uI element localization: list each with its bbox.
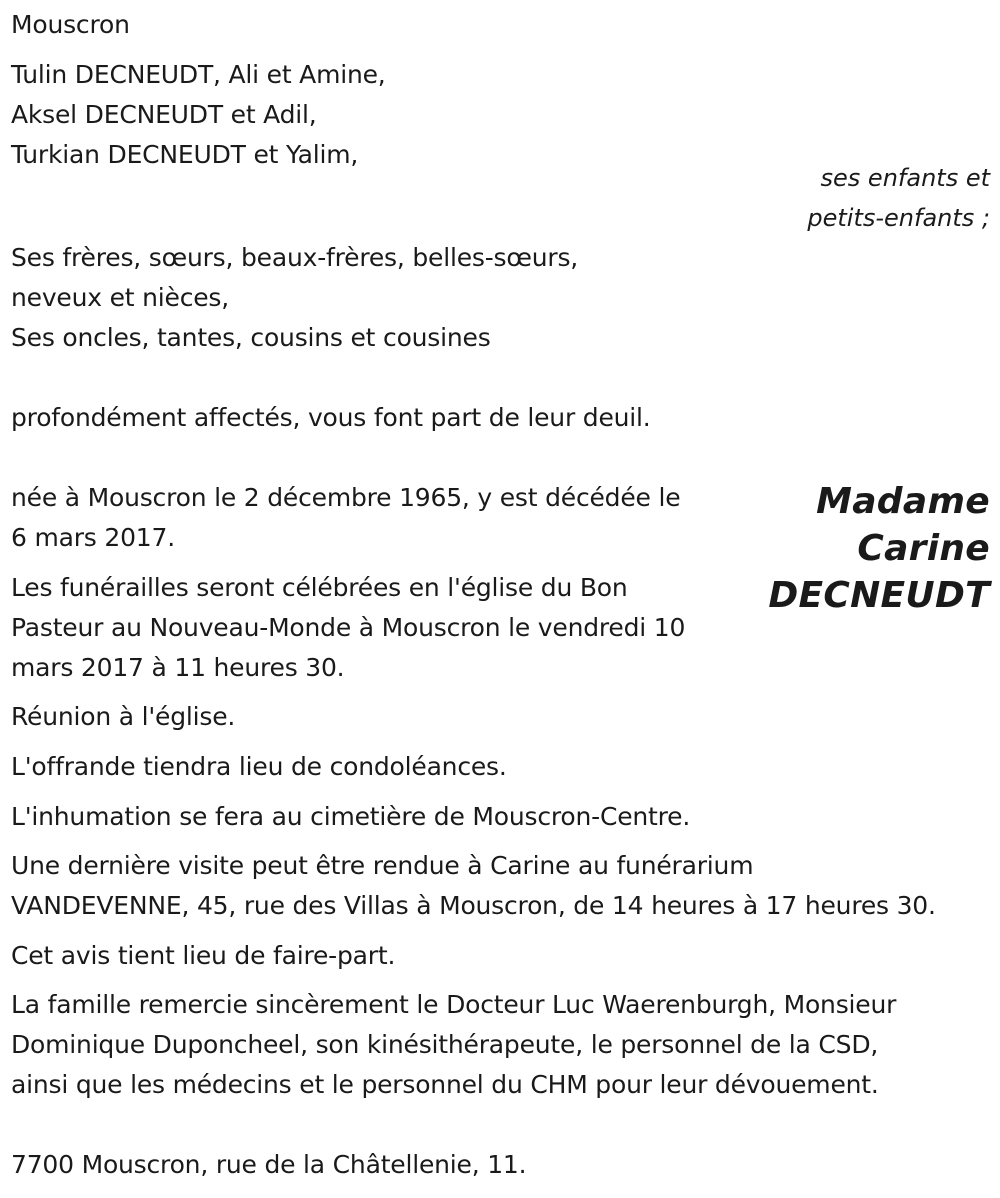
visit-line: Une dernière visite peut être rendue à Carine au funérarium — [11, 851, 754, 880]
deceased-title: Madame — [816, 481, 990, 522]
relatives-line: neveux et nièces, — [11, 283, 229, 312]
deceased-name — [750, 478, 990, 619]
funeral-line: mars 2017 à 11 heures 30. — [11, 653, 345, 682]
deceased-last-name: DECNEUDT — [768, 575, 990, 616]
announcement-text: profondément affectés, vous font part de leur deuil. — [11, 403, 651, 432]
deceased-first-name: Carine — [857, 528, 990, 569]
thanks-line: ainsi que les médecins et le personnel du CHM pour leur dévouement. — [11, 1070, 879, 1099]
thanks-line: La famille remercie sincèrement le Docteur Luc Waerenburgh, Monsieur — [11, 990, 897, 1019]
thanks-line: Dominique Duponcheel, son kinésithérapeute, le personnel de la CSD, — [11, 1030, 879, 1059]
children-line: Aksel DECNEUDT et Adil, — [11, 100, 317, 129]
children-line: Turkian DECNEUDT et Yalim, — [11, 140, 359, 169]
offering-text: L'offrande tiendra lieu de condoléances. — [11, 752, 507, 781]
birth-death-line: 6 mars 2017. — [11, 523, 175, 552]
address-text: 7700 Mouscron, rue de la Châtellenie, 11. — [11, 1150, 527, 1179]
funeral-line: Les funérailles seront célébrées en l'église du Bon — [11, 573, 628, 602]
city-header: Mouscron — [11, 10, 130, 39]
birth-death-line: née à Mouscron le 2 décembre 1965, y est décédée le — [11, 483, 681, 512]
burial-text: L'inhumation se fera au cimetière de Mouscron-Centre. — [11, 802, 691, 831]
children-role-line: ses enfants et — [820, 164, 990, 192]
funeral-line: Pasteur au Nouveau-Monde à Mouscron le vendredi 10 — [11, 613, 686, 642]
children-line: Tulin DECNEUDT, Ali et Amine, — [11, 60, 386, 89]
relatives-line: Ses oncles, tantes, cousins et cousines — [11, 323, 491, 352]
notice-text: Cet avis tient lieu de faire-part. — [11, 941, 396, 970]
relatives-line: Ses frères, sœurs, beaux-frères, belles-sœurs, — [11, 243, 579, 272]
children-role-line: petits-enfants ; — [807, 204, 990, 232]
visit-line: VANDEVENNE, 45, rue des Villas à Mouscron, de 14 heures à 17 heures 30. — [11, 891, 936, 920]
meeting-text: Réunion à l'église. — [11, 702, 236, 731]
